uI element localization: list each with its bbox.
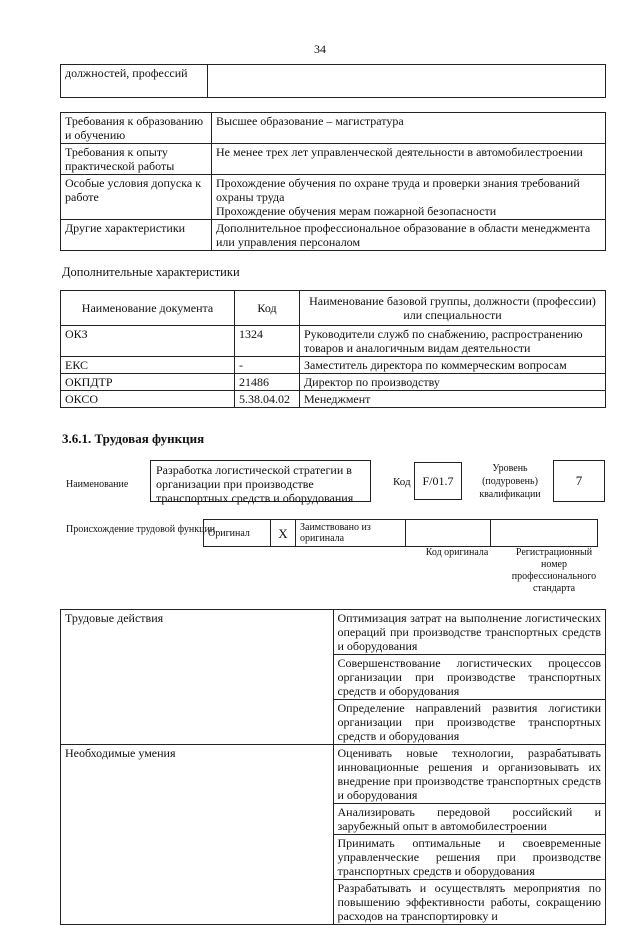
- original-code-cell: [406, 520, 491, 547]
- table-cell: Руководители служб по снабжению, распространению товаров и аналогичным видам деятельности: [300, 326, 606, 357]
- requirements-table: [60, 112, 606, 251]
- table-row: [61, 374, 606, 391]
- top-value: [208, 65, 606, 98]
- table-row: [61, 610, 606, 655]
- table-cell: Менеджмент: [300, 391, 606, 408]
- table-row: [61, 745, 606, 804]
- qualification-level-value: 7: [553, 460, 605, 502]
- table-cell: ЕКС: [61, 357, 235, 374]
- function-code-value: F/01.7: [414, 462, 462, 500]
- table-cell: ОКСО: [61, 391, 235, 408]
- list-item: Разрабатывать и осуществлять мероприятия по повышению эффективности работы, сокращению расходов на транспортировку и: [333, 880, 606, 925]
- borrowed-label: Заимствовано из оригинала: [296, 520, 406, 547]
- actions-table: [60, 609, 606, 925]
- table-cell: 5.38.04.02: [235, 391, 300, 408]
- function-code-label: Код: [393, 476, 411, 488]
- list-item: Оптимизация затрат на выполнение логистических операций при производстве транспортных средств и оборудования: [333, 610, 606, 655]
- function-name-value: Разработка логистической стратегии в организации при производстве транспортных средств и оборудования: [150, 460, 371, 502]
- table-cell: -: [235, 357, 300, 374]
- table-cell: 21486: [235, 374, 300, 391]
- registration-number-cell: [491, 520, 598, 547]
- column-header: Наименование документа: [61, 291, 235, 326]
- table-row: [61, 357, 606, 374]
- table-row: [61, 113, 606, 144]
- list-item: Совершенствование логистических процессов организации при производстве транспортных средств и оборудования: [333, 655, 606, 700]
- top-label: должностей, профессий: [61, 65, 208, 98]
- list-item: Определение направлений развития логистики организации при производстве транспортных средств и оборудования: [333, 700, 606, 745]
- page-number: 34: [314, 42, 326, 56]
- group-label: Трудовые действия: [61, 610, 334, 745]
- req-label: Требования к опыту практической работы: [61, 144, 212, 175]
- table-row: [61, 144, 606, 175]
- req-value: Дополнительное профессиональное образование в области менеджмента или управления персоналом: [212, 220, 606, 251]
- original-label: Оригинал: [204, 520, 271, 547]
- origin-table: [203, 519, 598, 547]
- req-label: Другие характеристики: [61, 220, 212, 251]
- req-value: Не менее трех лет управленческой деятельности в автомобилестроении: [212, 144, 606, 175]
- table-cell: ОКПДТР: [61, 374, 235, 391]
- additional-table: [60, 290, 606, 408]
- registration-number-caption: Регистрационный номер профессионального стандарта: [511, 547, 597, 594]
- original-code-caption: Код оригинала: [425, 547, 489, 558]
- list-item: Оценивать новые технологии, разрабатывать инновационные решения и организовывать их внедрение при производстве транспортных средств и оборудования: [333, 745, 606, 804]
- section-title: 3.6.1. Трудовая функция: [62, 431, 205, 446]
- req-label: Особые условия допуска к работе: [61, 175, 212, 220]
- table-header-row: [61, 291, 606, 326]
- table-cell: Заместитель директора по коммерческим вопросам: [300, 357, 606, 374]
- table-row: [61, 220, 606, 251]
- origin-label: Происхождение трудовой функции: [66, 524, 216, 535]
- req-label: Требования к образованию и обучению: [61, 113, 212, 144]
- column-header: Код: [235, 291, 300, 326]
- table-row: [61, 391, 606, 408]
- req-value: Высшее образование – магистратура: [212, 113, 606, 144]
- req-value: Прохождение обучения по охране труда и проверки знания требований охраны труда Прохождение обучения мерам пожарной безопасности: [212, 175, 606, 220]
- table-row: [61, 175, 606, 220]
- group-label: Необходимые умения: [61, 745, 334, 925]
- list-item: Принимать оптимальные и своевременные управленческие решения при производстве транспортных средств и оборудования: [333, 835, 606, 880]
- top-fragment-table: [60, 64, 606, 98]
- additional-title: Дополнительные характеристики: [62, 265, 240, 279]
- list-item: Анализировать передовой российский и зарубежный опыт в автомобилестроении: [333, 804, 606, 835]
- column-header: Наименование базовой группы, должности (профессии) или специальности: [300, 291, 606, 326]
- original-mark: X: [271, 520, 296, 547]
- function-name-label: Наименование: [66, 479, 129, 490]
- qualification-level-label: Уровень (подуровень) квалификации: [479, 463, 541, 500]
- table-cell: Директор по производству: [300, 374, 606, 391]
- table-row: [61, 326, 606, 357]
- table-cell: ОКЗ: [61, 326, 235, 357]
- table-cell: 1324: [235, 326, 300, 357]
